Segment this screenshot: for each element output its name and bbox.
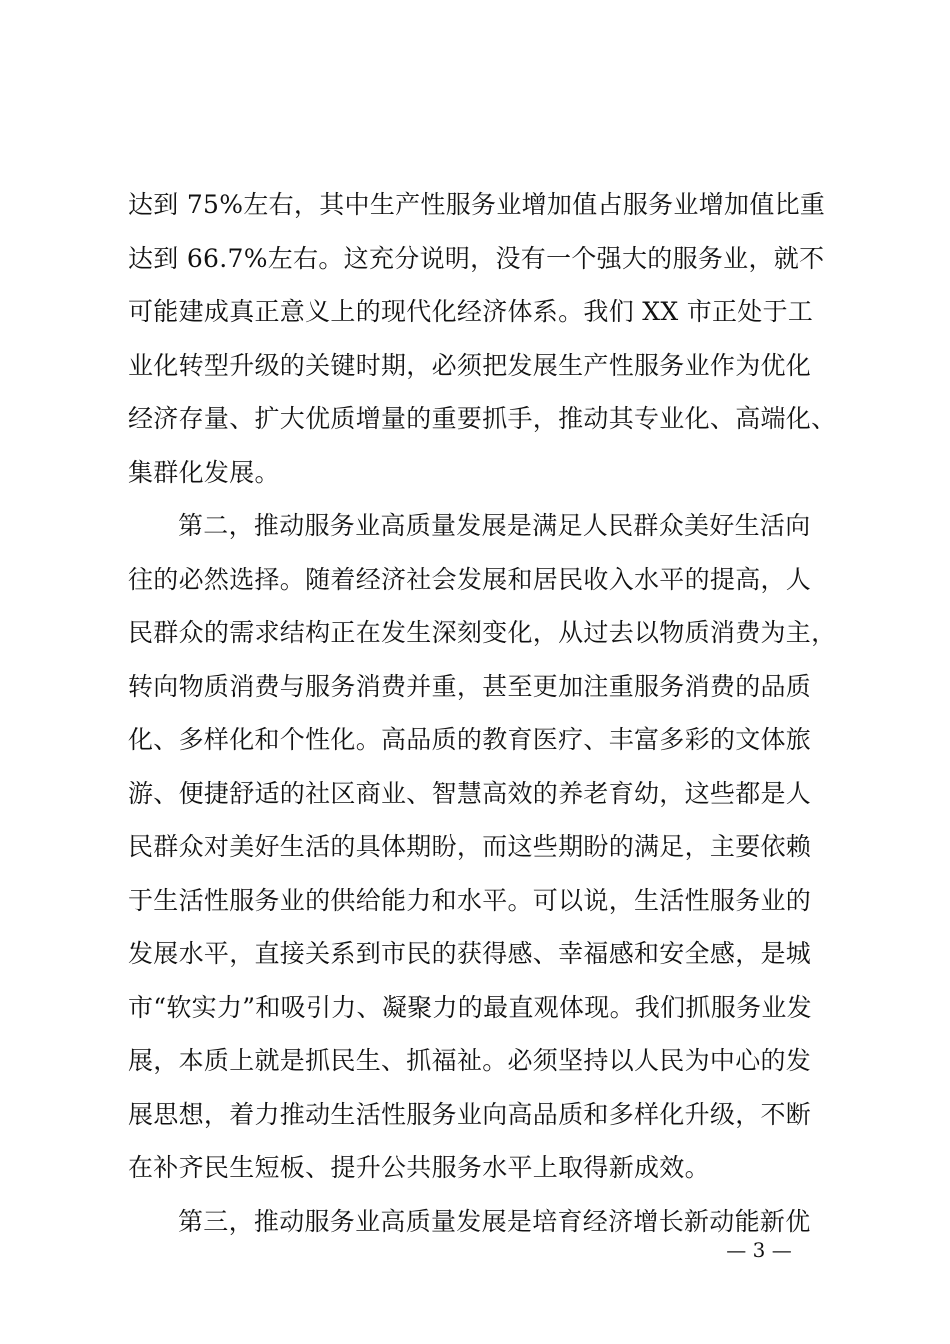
text-line: 在补齐民生短板、提升公共服务水平上取得新成效。 bbox=[128, 1153, 710, 1182]
text-line: 展思想，着力推动生活性服务业向高品质和多样化升级，不断 bbox=[128, 1099, 812, 1129]
paragraph-2 bbox=[128, 499, 837, 1195]
text-line: 可能建成真正意义上的现代化经济体系。我们 XX 市正处于工 bbox=[128, 297, 814, 326]
text-line: 发展水平，直接关系到市民的获得感、幸福感和安全感，是城 bbox=[128, 939, 812, 968]
text-line: 于生活性服务业的供给能力和水平。可以说，生活性服务业的 bbox=[128, 885, 812, 915]
body-text bbox=[128, 178, 837, 1248]
text-line: 展，本质上就是抓民生、抓福祉。必须坚持以人民为中心的发 bbox=[128, 1046, 812, 1075]
text-line: 转向物质消费与服务消费并重，甚至更加注重服务消费的品质 bbox=[128, 671, 812, 701]
text-line: 第二，推动服务业高质量发展是满足人民群众美好生活向 bbox=[178, 511, 811, 540]
text-line: 业化转型升级的关键时期，必须把发展生产性服务业作为优化 bbox=[128, 350, 812, 380]
text-line: 市“软实力”和吸引力、凝聚力的最直观体现。我们抓服务业发 bbox=[128, 992, 812, 1022]
paragraph-1 bbox=[128, 178, 837, 499]
text-line: 达到 66.7%左右。这充分说明，没有一个强大的服务业，就不 bbox=[128, 243, 825, 273]
text-line: 集群化发展。 bbox=[128, 457, 280, 487]
page-number: — 3 — bbox=[726, 1238, 792, 1262]
text-line: 经济存量、扩大优质增量的重要抓手，推动其专业化、高端化、 bbox=[128, 404, 837, 433]
text-line: 民群众对美好生活的具体期盼，而这些期盼的满足，主要依赖 bbox=[128, 832, 812, 861]
text-line: 化、多样化和个性化。高品质的教育医疗、丰富多彩的文体旅 bbox=[128, 725, 812, 754]
text-line: 民群众的需求结构正在发生深刻变化，从过去以物质消费为主， bbox=[128, 618, 837, 647]
text-line: 第三，推动服务业高质量发展是培育经济增长新动能新优 bbox=[178, 1206, 811, 1236]
text-line: 达到 75%左右，其中生产性服务业增加值占服务业增加值比重 bbox=[128, 190, 826, 219]
text-line: 游、便捷舒适的社区商业、智慧高效的养老育幼，这些都是人 bbox=[128, 778, 812, 808]
text-line: 往的必然选择。随着经济社会发展和居民收入水平的提高，人 bbox=[128, 564, 812, 594]
